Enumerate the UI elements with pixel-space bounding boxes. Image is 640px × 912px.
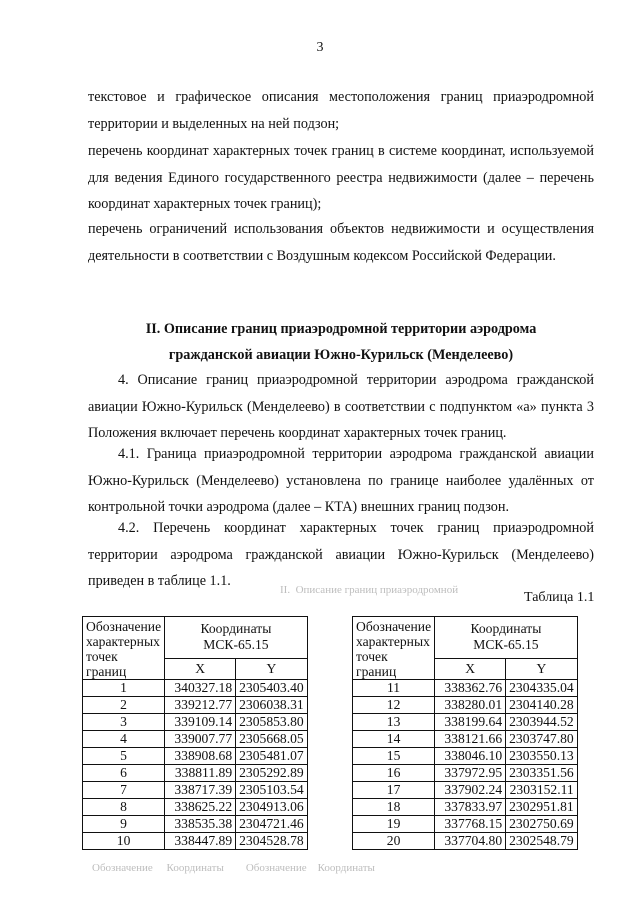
table-row <box>353 782 578 799</box>
point-number-cell: 15 <box>353 748 435 765</box>
table-row <box>83 697 308 714</box>
y-coordinate-cell: 2304721.46 <box>236 816 308 833</box>
x-coordinate-cell: 338908.68 <box>165 748 236 765</box>
table-row <box>83 680 308 697</box>
coordinates-table-right <box>352 616 578 850</box>
x-coordinate-cell: 339109.14 <box>165 714 236 731</box>
designation-header: Обозначение характерных точек границ <box>83 617 165 680</box>
y-coordinate-cell: 2305103.54 <box>236 782 308 799</box>
table-row <box>353 765 578 782</box>
y-coordinate-cell: 2302951.81 <box>506 799 578 816</box>
y-coordinate-cell: 2303351.56 <box>506 765 578 782</box>
point-number-cell: 9 <box>83 816 165 833</box>
x-coordinate-cell: 340327.18 <box>165 680 236 697</box>
x-coordinate-cell: 337902.24 <box>435 782 506 799</box>
point-number-cell: 19 <box>353 816 435 833</box>
designation-header: Обозначение характерных точек границ <box>353 617 435 680</box>
point-number-cell: 4 <box>83 731 165 748</box>
y-coordinate-cell: 2306038.31 <box>236 697 308 714</box>
x-coordinate-cell: 338362.76 <box>435 680 506 697</box>
point-number-cell: 8 <box>83 799 165 816</box>
y-coordinate-cell: 2304913.06 <box>236 799 308 816</box>
section-heading-line-1: II. Описание границ приаэродромной территории аэродрома <box>145 321 537 337</box>
table-caption: Таблица 1.1 <box>524 590 595 605</box>
x-header: X <box>435 658 506 679</box>
x-coordinate-cell: 338535.38 <box>165 816 236 833</box>
paragraph-description-item: текстовое и графическое описания местоположения границ приаэродромной территории и выделенных на ней подзон; <box>88 89 594 132</box>
x-coordinate-cell: 339212.77 <box>165 697 236 714</box>
y-coordinate-cell: 2303152.11 <box>506 782 578 799</box>
point-number-cell: 14 <box>353 731 435 748</box>
point-number-cell: 7 <box>83 782 165 799</box>
section-heading-line-2: гражданской авиации Южно-Курильск (Менделеево) <box>168 347 514 363</box>
paragraph-4-1: 4.1. Граница приаэродромной территории аэродрома гражданской авиации Южно-Курильск (Менделеево) установлена по границе наиболее удалённых от контрольной точки аэродрома (далее – КТА) внешних границ подзон. <box>88 446 594 515</box>
table-row <box>353 748 578 765</box>
table-row <box>83 782 308 799</box>
point-number-cell: 20 <box>353 833 435 850</box>
table-row <box>353 731 578 748</box>
x-coordinate-cell: 338199.64 <box>435 714 506 731</box>
y-coordinate-cell: 2302750.69 <box>506 816 578 833</box>
y-coordinate-cell: 2305668.05 <box>236 731 308 748</box>
coordinates-header: Координаты МСК-65.15 <box>435 617 578 659</box>
point-number-cell: 1 <box>83 680 165 697</box>
y-header: Y <box>236 658 308 679</box>
table-row <box>83 731 308 748</box>
table-row <box>353 833 578 850</box>
x-coordinate-cell: 338717.39 <box>165 782 236 799</box>
x-coordinate-cell: 337972.95 <box>435 765 506 782</box>
x-header: X <box>165 658 236 679</box>
x-coordinate-cell: 337704.80 <box>435 833 506 850</box>
page-number: 3 <box>316 40 324 55</box>
table-row <box>353 697 578 714</box>
x-coordinate-cell: 338046.10 <box>435 748 506 765</box>
y-coordinate-cell: 2302548.79 <box>506 833 578 850</box>
bleed-through-mark: Обозначение Координаты Обозначение Координаты <box>92 862 375 874</box>
table-row <box>353 816 578 833</box>
point-number-cell: 6 <box>83 765 165 782</box>
point-number-cell: 10 <box>83 833 165 850</box>
point-number-cell: 17 <box>353 782 435 799</box>
paragraph-restrictions-item: перечень ограничений использования объектов недвижимости и осуществления деятельности в соответствии с Воздушным кодексом Российской Федерации. <box>88 221 594 264</box>
x-coordinate-cell: 338447.89 <box>165 833 236 850</box>
point-number-cell: 13 <box>353 714 435 731</box>
x-coordinate-cell: 338811.89 <box>165 765 236 782</box>
table-row <box>83 714 308 731</box>
y-header: Y <box>506 658 578 679</box>
paragraph-4: 4. Описание границ приаэродромной территории аэродрома гражданской авиации Южно-Курильск (Менделеево) в соответствии с подпунктом «а» пункта 3 Положения включает перечень координат характерных точек границ. <box>88 372 594 441</box>
table-row <box>83 799 308 816</box>
x-coordinate-cell: 337833.97 <box>435 799 506 816</box>
y-coordinate-cell: 2304140.28 <box>506 697 578 714</box>
y-coordinate-cell: 2303550.13 <box>506 748 578 765</box>
y-coordinate-cell: 2303747.80 <box>506 731 578 748</box>
y-coordinate-cell: 2303944.52 <box>506 714 578 731</box>
x-coordinate-cell: 339007.77 <box>165 731 236 748</box>
y-coordinate-cell: 2304528.78 <box>236 833 308 850</box>
y-coordinate-cell: 2305403.40 <box>236 680 308 697</box>
x-coordinate-cell: 337768.15 <box>435 816 506 833</box>
point-number-cell: 5 <box>83 748 165 765</box>
table-row <box>83 765 308 782</box>
y-coordinate-cell: 2305292.89 <box>236 765 308 782</box>
paragraph-4-2: 4.2. Перечень координат характерных точек границ приаэродромной территории аэродрома гражданской авиации Южно-Курильск (Менделеево) приведен в таблице 1.1. <box>88 520 594 589</box>
point-number-cell: 18 <box>353 799 435 816</box>
y-coordinate-cell: 2305853.80 <box>236 714 308 731</box>
paragraph-coordinates-item: перечень координат характерных точек границ в системе координат, используемой для ведения Единого государственного реестра недвижимости (далее – перечень координат характерных точек границ); <box>88 143 594 212</box>
x-coordinate-cell: 338121.66 <box>435 731 506 748</box>
x-coordinate-cell: 338280.01 <box>435 697 506 714</box>
bleed-through-mark: II. Описание границ приаэродромной <box>280 584 459 596</box>
point-number-cell: 2 <box>83 697 165 714</box>
y-coordinate-cell: 2304335.04 <box>506 680 578 697</box>
table-row <box>83 833 308 850</box>
table-row <box>83 748 308 765</box>
coordinates-table-left <box>82 616 308 850</box>
y-coordinate-cell: 2305481.07 <box>236 748 308 765</box>
point-number-cell: 3 <box>83 714 165 731</box>
table-row <box>353 799 578 816</box>
table-row <box>83 816 308 833</box>
table-row <box>353 714 578 731</box>
table-row <box>353 680 578 697</box>
point-number-cell: 11 <box>353 680 435 697</box>
point-number-cell: 16 <box>353 765 435 782</box>
x-coordinate-cell: 338625.22 <box>165 799 236 816</box>
coordinates-header: Координаты МСК-65.15 <box>165 617 308 659</box>
point-number-cell: 12 <box>353 697 435 714</box>
